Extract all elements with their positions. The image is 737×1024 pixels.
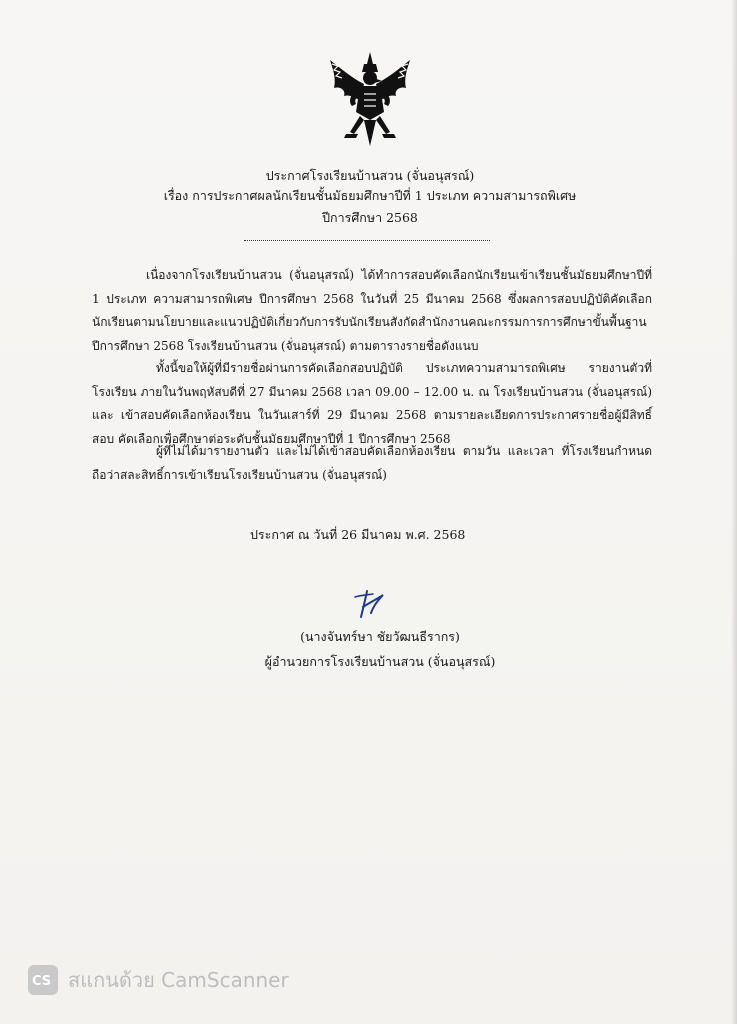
signer-name: (นางจันทร์ษา ชัยวัฒนธีรากร) xyxy=(300,629,460,644)
dotted-divider xyxy=(244,240,490,241)
announcement-subject: เรื่อง การประกาศผลนักเรียนชั้นมัธยมศึกษาปีที่ 1 ประเภท ความสามารถพิเศษ xyxy=(163,188,577,203)
academic-year: ปีการศึกษา 2568 xyxy=(322,210,418,225)
page-edge-shadow xyxy=(731,0,737,1024)
watermark-text: สแกนด้วย CamScanner xyxy=(68,968,289,992)
signer-position: ผู้อำนวยการโรงเรียนบ้านสวน (จั่นอนุสรณ์) xyxy=(264,654,496,669)
camscanner-logo-icon xyxy=(28,965,58,995)
handwritten-signature-icon xyxy=(347,583,397,623)
body-paragraph-1: เนื่องจากโรงเรียนบ้านสวน (จั่นอนุสรณ์) ได้ทำการสอบคัดเลือกนักเรียนเข้าเรียนชั้นมัธยมศึกษาปีที่ 1 ประเภท ความสามารถพิเศษ ปีการศึกษา 2568 ในวันที่ 25 มีนาคม 2568 ซึ่งผลการสอบปฏิบัติคัดเลือกนักเรียนตามนโยบายและแนวปฏิบัติเกี่ยวกับการรับนักเรียนสังกัดสำนักงานคณะกรรมการการศึกษาขั้นพื้นฐาน ปีการศึกษา 2568 โรงเรียนบ้านสวน (จั่นอนุสรณ์) ตามตารางรายชื่อดังแนบ xyxy=(92,268,652,353)
announcement-date: ประกาศ ณ วันที่ 26 มีนาคม พ.ศ. 2568 xyxy=(250,527,466,542)
body-paragraph-3: ผู้ที่ไม่ได้มารายงานตัว และไม่ได้เข้าสอบคัดเลือกห้องเรียน ตามวัน และเวลา ที่โรงเรียนกำหนด ถือว่าสละสิทธิ์การเข้าเรียนโรงเรียนบ้านสวน (จั่นอนุสรณ์) xyxy=(92,444,652,482)
svg-text:CS: CS xyxy=(32,974,52,988)
announcement-title: ประกาศโรงเรียนบ้านสวน (จั่นอนุสรณ์) xyxy=(265,168,475,183)
body-paragraph-2: ทั้งนี้ขอให้ผู้ที่มีรายชื่อผ่านการคัดเลือกสอบปฏิบัติ ประเภทความสามารถพิเศษ รายงานตัวที่โรงเรียน ภายในวันพฤหัสบดีที่ 27 มีนาคม 2568 เวลา 09.00 – 12.00 น. ณ โรงเรียนบ้านสวน (จั่นอนุสรณ์) และ เข้าสอบคัดเลือกห้องเรียน ในวันเสาร์ที่ 29 มีนาคม 2568 ตามรายละเอียดการประกาศรายชื่อผู้มีสิทธิ์สอบ คัดเลือกเพื่อศึกษาต่อระดับชั้นมัธยมศึกษาปีที่ 1 ปีการศึกษา 2568 xyxy=(92,361,652,446)
camscanner-watermark xyxy=(28,964,289,996)
garuda-emblem-icon xyxy=(324,50,416,150)
